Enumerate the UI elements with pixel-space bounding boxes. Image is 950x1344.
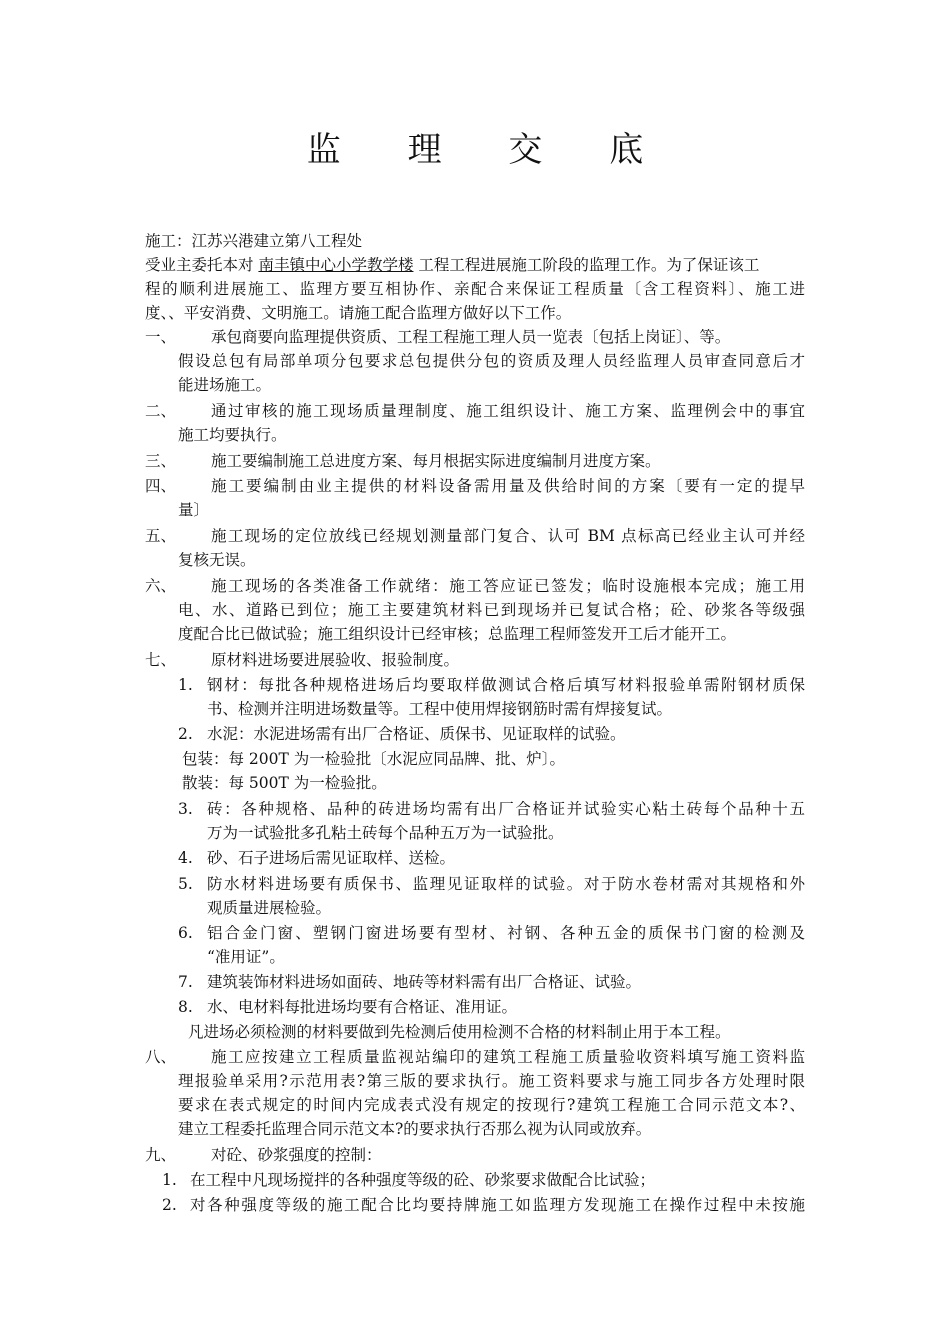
section-number: 四、 (145, 477, 177, 495)
section-number: 三、 (145, 452, 177, 470)
section-6-line-2: 电、水、道路已到位；施工主要建筑材料已到现场并已复试合格；砼、砂浆各等级强 (178, 601, 805, 619)
material-cement-line-1: 水泥：水泥进场需有出厂合格证、质保书、见证取样的试验。 (207, 725, 626, 743)
material-waterproof-line-2: 观质量进展检验。 (207, 899, 332, 917)
list-item-number: 4. (178, 849, 193, 867)
material-windows-line-1: 铝合金门窗、塑钢门窗进场要有型材、衬钢、各种五金的质保书门窗的检测及 (207, 924, 805, 942)
cement-bag-rule: 包装：每 200T 为一检验批〔水泥应同品牌、批、炉〕。 (182, 750, 566, 768)
list-item-number: 5. (178, 875, 193, 893)
section-number: 一、 (145, 328, 177, 346)
section-6-line-3: 度配合比已做试验；施工组织设计已经审核；总监理工程师签发开工后才能开工。 (178, 625, 737, 643)
section-9-line-1: 对砼、砂浆强度的控制： (211, 1146, 382, 1164)
strength-control-item-1: 在工程中凡现场搅拌的各种强度等级的砼、砂浆要求做配合比试验； (190, 1171, 656, 1189)
material-decoration-line-1: 建筑装饰材料进场如面砖、地砖等材料需有出厂合格证、试验。 (207, 973, 642, 991)
section-number: 二、 (145, 402, 177, 420)
list-item-number: 8. (178, 998, 193, 1016)
section-2-line-1: 通过审核的施工现场质量理制度、施工组织设计、施工方案、监理例会中的事宜 (211, 402, 805, 420)
material-sand-line-1: 砂、石子进场后需见证取样、送检。 (207, 849, 456, 867)
section-8-line-4: 建立工程委托监理合同示范文本?的要求执行否那么视为认同或放弃。 (178, 1120, 652, 1138)
section-number: 七、 (145, 651, 177, 669)
intro-text-2: 工程工程进展施工阶段的监理工作。为了保证该工 (413, 256, 760, 274)
section-5-line-2: 复核无误。 (178, 551, 256, 569)
section-8-line-3: 要求在表式规定的时间内完成表式没有规定的按现行?建筑工程施工合同示范文本?、 (178, 1096, 805, 1114)
section-4-line-1: 施工要编制由业主提供的材料设备需用量及供给时间的方案〔要有一定的提早 (211, 477, 805, 495)
cement-bulk-rule: 散装：每 500T 为一检验批。 (182, 774, 387, 792)
intro-line-2: 程的顺利进展施工、监理方要互相协作、亲配合来保证工程质量〔含工程资料〕、施工进 (145, 280, 805, 298)
material-testing-note: 凡进场必须检测的材料要做到先检测后使用检测不合格的材料制止用于本工程。 (188, 1023, 731, 1041)
contractor-line: 施工：江苏兴港建立第八工程处 (145, 232, 363, 250)
list-item-number: 2. (162, 1196, 177, 1214)
material-waterproof-line-1: 防水材料进场要有质保书、监理见证取样的试验。对于防水卷材需对其规格和外 (207, 875, 805, 893)
section-2-line-2: 施工均要执行。 (178, 426, 287, 444)
section-5-line-1: 施工现场的定位放线已经规划测量部门复合、认可 BM 点标高已经业主认可并经 (211, 527, 805, 545)
section-1-line-1: 承包商要向监理提供资质、工程工程施工理人员一览表〔包括上岗证〕、等。 (211, 328, 731, 346)
document-title: 监 理 交 底 (306, 130, 672, 170)
project-name: 南丰镇中心小学教学楼 (258, 256, 414, 274)
list-item-number: 6. (178, 924, 193, 942)
material-brick-line-1: 砖：各种规格、品种的砖进场均需有出厂合格证并试验实心粘土砖每个品种十五 (207, 800, 805, 818)
list-item-number: 7. (178, 973, 193, 991)
list-item-number: 2. (178, 725, 193, 743)
section-number: 九、 (145, 1146, 177, 1164)
section-8-line-2: 理报验单采用?示范用表?第三版的要求执行。施工资料要求与施工同步各方处理时限 (178, 1072, 805, 1090)
section-1-line-2: 假设总包有局部单项分包要求总包提供分包的资质及理人员经监理人员审查同意后才 (178, 352, 805, 370)
material-steel-line-2: 书、检测并注明进场数量等。工程中使用焊接钢筋时需有焊接复试。 (207, 700, 673, 718)
section-number: 六、 (145, 577, 177, 595)
section-3-line-1: 施工要编制施工总进度方案、每月根据实际进度编制月进度方案。 (211, 452, 661, 470)
material-windows-line-2: “准用证”。 (207, 948, 285, 966)
section-4-line-2: 量〕 (178, 501, 210, 519)
list-item-number: 3. (178, 800, 193, 818)
list-item-number: 1. (162, 1171, 177, 1189)
section-7-line-1: 原材料进场要进展验收、报验制度。 (211, 651, 460, 669)
material-steel-line-1: 钢材：每批各种规格进场后均要取样做测试合格后填写材料报验单需附钢材质保 (207, 676, 805, 694)
section-number: 八、 (145, 1048, 177, 1066)
section-6-line-1: 施工现场的各类准备工作就绪：施工答应证已签发；临时设施根本完成；施工用 (211, 577, 805, 595)
intro-line-1 (145, 253, 759, 277)
section-number: 五、 (145, 527, 177, 545)
section-1-line-3: 能进场施工。 (178, 376, 272, 394)
material-electrical-line-1: 水、电材料每批进场均要有合格证、准用证。 (207, 998, 518, 1016)
section-8-line-1: 施工应按建立工程质量监视站编印的建筑工程施工质量验收资料填写施工资料监 (211, 1048, 805, 1066)
strength-control-item-2: 对各种强度等级的施工配合比均要持牌施工如监理方发现施工在操作过程中未按施 (190, 1196, 805, 1214)
intro-text-1: 受业主委托本对 (145, 256, 259, 274)
list-item-number: 1. (178, 676, 193, 694)
intro-line-3: 度、、平安消费、文明施工。请施工配合监理方做好以下工作。 (145, 304, 572, 322)
material-brick-line-2: 万为一试验批多孔粘土砖每个品种五万为一试验批。 (207, 824, 564, 842)
